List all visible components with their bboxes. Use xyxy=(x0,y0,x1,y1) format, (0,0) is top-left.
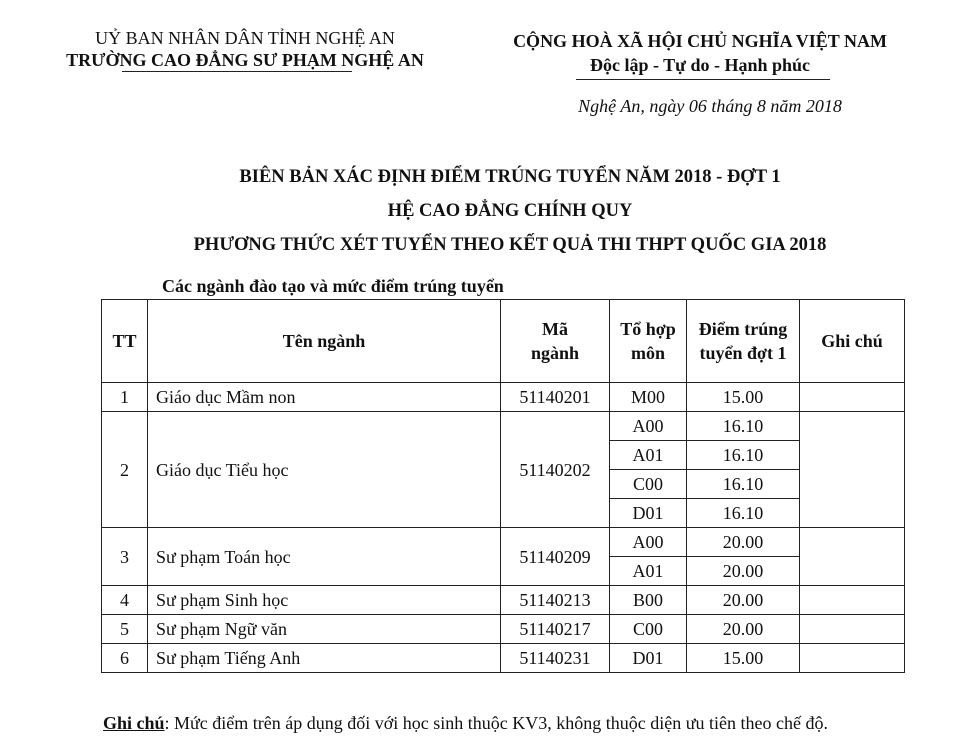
cell-subject-combo: A00 xyxy=(610,528,687,557)
col-header-code: Mã ngành xyxy=(501,300,610,383)
cell-cutoff-score: 20.00 xyxy=(687,615,800,644)
cell-program-code: 51140213 xyxy=(501,586,610,615)
cell-note xyxy=(800,586,905,615)
cell-program-code: 51140209 xyxy=(501,528,610,586)
cell-tt: 1 xyxy=(102,383,148,412)
cell-subject-combo: C00 xyxy=(610,470,687,499)
issuer-block xyxy=(60,27,430,71)
cell-program-code: 51140201 xyxy=(501,383,610,412)
cell-tt: 3 xyxy=(102,528,148,586)
cell-tt: 2 xyxy=(102,412,148,528)
col-header-score: Điểm trúng tuyển đợt 1 xyxy=(687,300,800,383)
country-name: CỘNG HOÀ XÃ HỘI CHỦ NGHĨA VIỆT NAM xyxy=(513,31,887,51)
cell-program-name: Giáo dục Mầm non xyxy=(148,383,501,412)
footnote-text: : Mức điểm trên áp dụng đối với học sinh thuộc KV3, không thuộc diện ưu tiên theo chế độ. xyxy=(164,713,828,733)
cell-cutoff-score: 16.10 xyxy=(687,470,800,499)
col-header-combo: Tổ hợp môn xyxy=(610,300,687,383)
col-header-tt: TT xyxy=(102,300,148,383)
cell-cutoff-score: 15.00 xyxy=(687,383,800,412)
cell-cutoff-score: 15.00 xyxy=(687,644,800,673)
cell-cutoff-score: 16.10 xyxy=(687,499,800,528)
document-date: Nghệ An, ngày 06 tháng 8 năm 2018 xyxy=(578,96,842,116)
cell-program-name: Sư phạm Ngữ văn xyxy=(148,615,501,644)
footnote xyxy=(103,711,923,735)
cell-subject-combo: D01 xyxy=(610,644,687,673)
cell-note xyxy=(800,412,905,528)
cell-program-name: Sư phạm Tiếng Anh xyxy=(148,644,501,673)
cell-cutoff-score: 20.00 xyxy=(687,586,800,615)
cell-subject-combo: C00 xyxy=(610,615,687,644)
table-row xyxy=(102,615,905,644)
cell-program-code: 51140231 xyxy=(501,644,610,673)
cell-note xyxy=(800,528,905,586)
cell-note xyxy=(800,383,905,412)
table-row xyxy=(102,528,905,557)
cell-note xyxy=(800,615,905,644)
table-row xyxy=(102,644,905,673)
cell-cutoff-score: 20.00 xyxy=(687,557,800,586)
table-row xyxy=(102,586,905,615)
title-line-3: PHƯƠNG THỨC XÉT TUYỂN THEO KẾT QUẢ THI THPT QUỐC GIA 2018 xyxy=(193,235,827,255)
national-motto-block xyxy=(500,29,900,77)
cell-cutoff-score: 16.10 xyxy=(687,441,800,470)
col-header-name: Tên ngành xyxy=(148,300,501,383)
table-row xyxy=(102,412,905,441)
title-line-1: BIÊN BẢN XÁC ĐỊNH ĐIỂM TRÚNG TUYỂN NĂM 2018 - ĐỢT 1 xyxy=(239,167,781,187)
issuer-school: TRƯỜNG CAO ĐẲNG SƯ PHẠM NGHỆ AN xyxy=(66,50,424,70)
cell-program-name: Sư phạm Sinh học xyxy=(148,586,501,615)
cell-note xyxy=(800,644,905,673)
motto-underline xyxy=(576,79,830,80)
cell-program-code: 51140217 xyxy=(501,615,610,644)
issuer-authority: UỶ BAN NHÂN DÂN TỈNH NGHỆ AN xyxy=(95,28,395,48)
footnote-label: Ghi chú xyxy=(103,713,165,733)
admission-score-table xyxy=(101,299,905,673)
table-body xyxy=(102,383,905,673)
national-motto: Độc lập - Tự do - Hạnh phúc xyxy=(589,55,811,75)
table-header-row xyxy=(102,300,905,383)
cell-program-name: Giáo dục Tiểu học xyxy=(148,412,501,528)
cell-program-code: 51140202 xyxy=(501,412,610,528)
title-line-2: HỆ CAO ĐẲNG CHÍNH QUY xyxy=(387,201,633,221)
cell-subject-combo: A01 xyxy=(610,441,687,470)
col-header-note: Ghi chú xyxy=(800,300,905,383)
section-heading: Các ngành đào tạo và mức điểm trúng tuyển xyxy=(162,276,504,296)
cell-subject-combo: M00 xyxy=(610,383,687,412)
cell-subject-combo: A00 xyxy=(610,412,687,441)
table-row xyxy=(102,383,905,412)
cell-tt: 5 xyxy=(102,615,148,644)
cell-subject-combo: B00 xyxy=(610,586,687,615)
issuer-underline xyxy=(122,71,352,72)
cell-cutoff-score: 16.10 xyxy=(687,412,800,441)
cell-program-name: Sư phạm Toán học xyxy=(148,528,501,586)
cell-cutoff-score: 20.00 xyxy=(687,528,800,557)
cell-tt: 4 xyxy=(102,586,148,615)
cell-tt: 6 xyxy=(102,644,148,673)
document-title xyxy=(100,160,920,262)
cell-subject-combo: A01 xyxy=(610,557,687,586)
cell-subject-combo: D01 xyxy=(610,499,687,528)
